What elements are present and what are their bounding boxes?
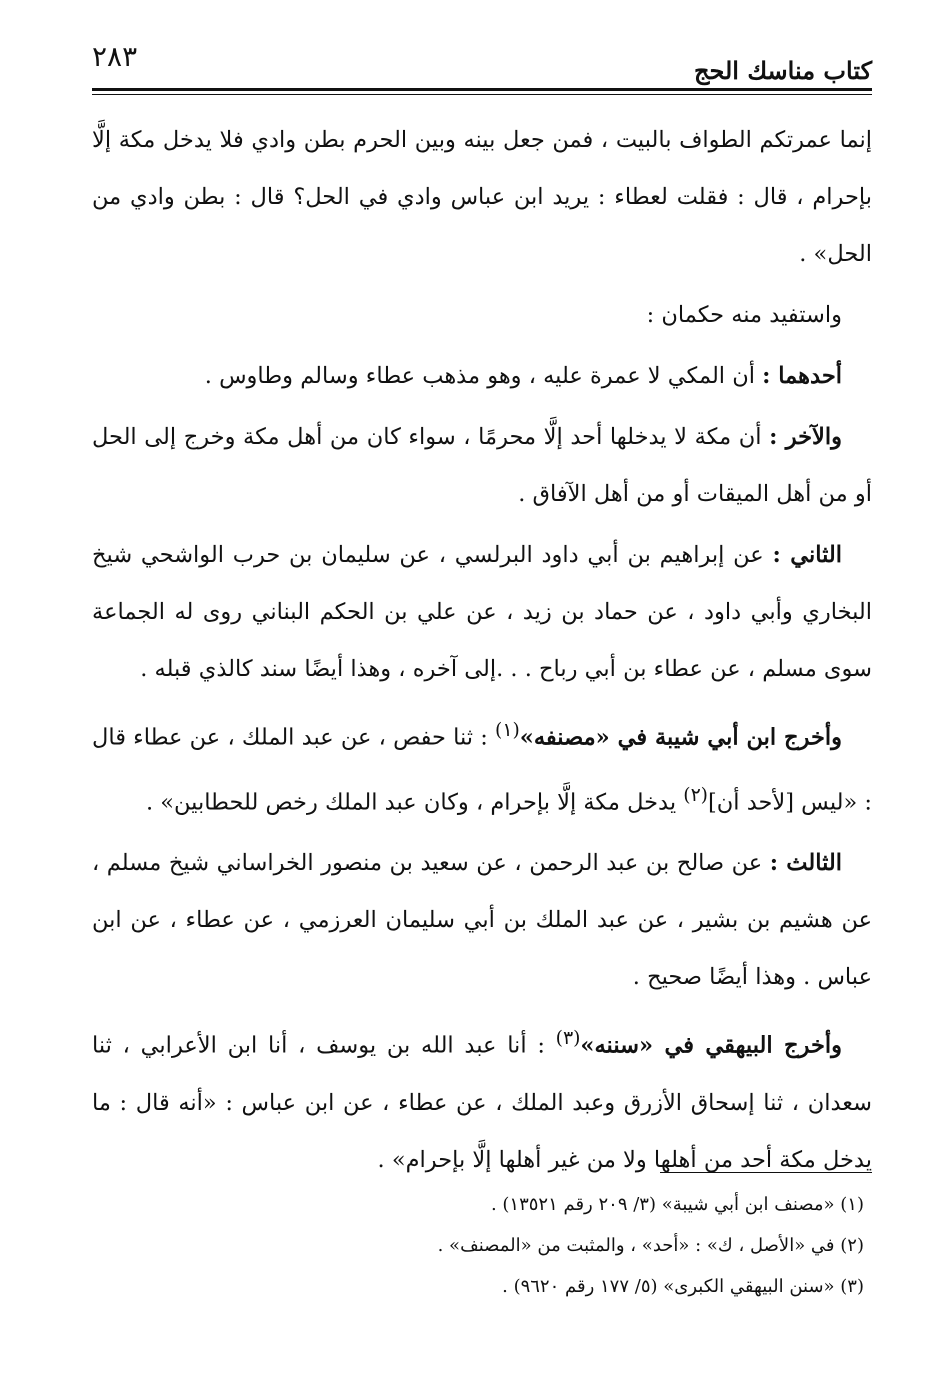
paragraph-7 bbox=[92, 835, 872, 1006]
paragraph-2 bbox=[92, 287, 872, 344]
paragraph-text: واستفيد منه حكمان : bbox=[646, 302, 842, 328]
paragraph-lead: وأخرج ابن أبي شيبة في «مصنفه» bbox=[519, 724, 843, 751]
page-header bbox=[92, 36, 872, 92]
running-title: كتاب مناسك الحج bbox=[694, 56, 872, 85]
footnote-ref: (٢) bbox=[683, 784, 708, 806]
paragraph-lead: أحدهما : bbox=[762, 363, 842, 389]
header-rule-thin bbox=[92, 94, 872, 95]
paragraph-text: عن إبراهيم بن أبي داود البرلسي ، عن سليمان بن حرب الواشحي شيخ البخاري وأبي داود ، عن حماد بن زيد ، عن علي بن الحكم البناني روى له الجماعة سوى مسلم ، عن عطاء بن أبي رباح . . .إلى آخره ، وهذا أيضًا سند كالذي قبله . bbox=[92, 542, 872, 682]
paragraph-lead: والآخر : bbox=[769, 424, 842, 450]
footnote-ref: (٣) bbox=[555, 1028, 581, 1049]
paragraph-text: أن المكي لا عمرة عليه ، وهو مذهب عطاء وسالم وطاوس . bbox=[204, 363, 755, 389]
footnotes bbox=[92, 1184, 864, 1307]
footnote: (٢) في «الأصل ، ك» : «أحد» ، والمثبت من «المصنف» . bbox=[437, 1235, 864, 1256]
paragraph-3 bbox=[92, 348, 872, 405]
page-number: ٢٨٣ bbox=[92, 40, 138, 73]
paragraph-text: عن صالح بن عبد الرحمن ، عن سعيد بن منصور الخراساني شيخ مسلم ، عن هشيم بن بشير ، عن عبد الملك بن أبي سليمان العرزمي ، عن عطاء ، عن ابن عباس . وهذا أيضًا صحيح . bbox=[92, 850, 872, 990]
paragraph-lead: الثاني : bbox=[772, 542, 842, 568]
paragraph-text: : أنا عبد الله بن يوسف ، أنا ابن الأعرابي ، ثنا سعدان ، ثنا إسحاق الأزرق وعبد الملك ، عن عطاء ، عن ابن عباس : «أنه قال : ما يدخل مكة أحد من أهلها ولا من غير أهلها إلَّا بإحرام» . bbox=[92, 1032, 872, 1173]
paragraph-text: : ثنا حفص ، عن عبد الملك ، عن عطاء قال : «ليس [لأحد أن] bbox=[92, 724, 872, 815]
paragraph-4 bbox=[92, 409, 872, 523]
paragraph-text: إنما عمرتكم الطواف بالبيت ، فمن جعل بينه وبين الحرم بطن وادي فلا يدخل مكة إلَّا بإحرام ، قال : فقلت لعطاء : يريد ابن عباس وادي في الحل؟ قال : بطن وادي من الحل» . bbox=[92, 127, 872, 267]
paragraph-8 bbox=[92, 1010, 872, 1189]
footnote: (١) «مصنف ابن أبي شيبة» (٣/ ٢٠٩ رقم ١٣٥٢١) . bbox=[490, 1194, 864, 1215]
paragraph-lead: الثالث : bbox=[769, 850, 843, 876]
paragraph-5 bbox=[92, 527, 872, 698]
header-rule-thick bbox=[92, 88, 872, 91]
paragraph-text: يدخل مكة إلَّا بإحرام ، وكان عبد الملك رخص للحطابين» . bbox=[145, 789, 677, 815]
footnote: (٣) «سنن البيهقي الكبرى» (٥/ ١٧٧ رقم ٩٦٢٠) . bbox=[502, 1276, 864, 1297]
paragraph-6 bbox=[92, 702, 872, 831]
paragraph-text: أن مكة لا يدخلها أحد إلَّا محرمًا ، سواء كان من أهل مكة وخرج إلى الحل أو من أهل الميقات أو من أهل الآفاق . bbox=[92, 424, 872, 507]
footnote-separator bbox=[660, 1172, 872, 1173]
paragraph-1 bbox=[92, 112, 872, 283]
main-text bbox=[92, 112, 872, 1193]
footnote-ref: (١) bbox=[495, 720, 520, 741]
paragraph-lead: وأخرج البيهقي في «سننه» bbox=[580, 1032, 842, 1059]
